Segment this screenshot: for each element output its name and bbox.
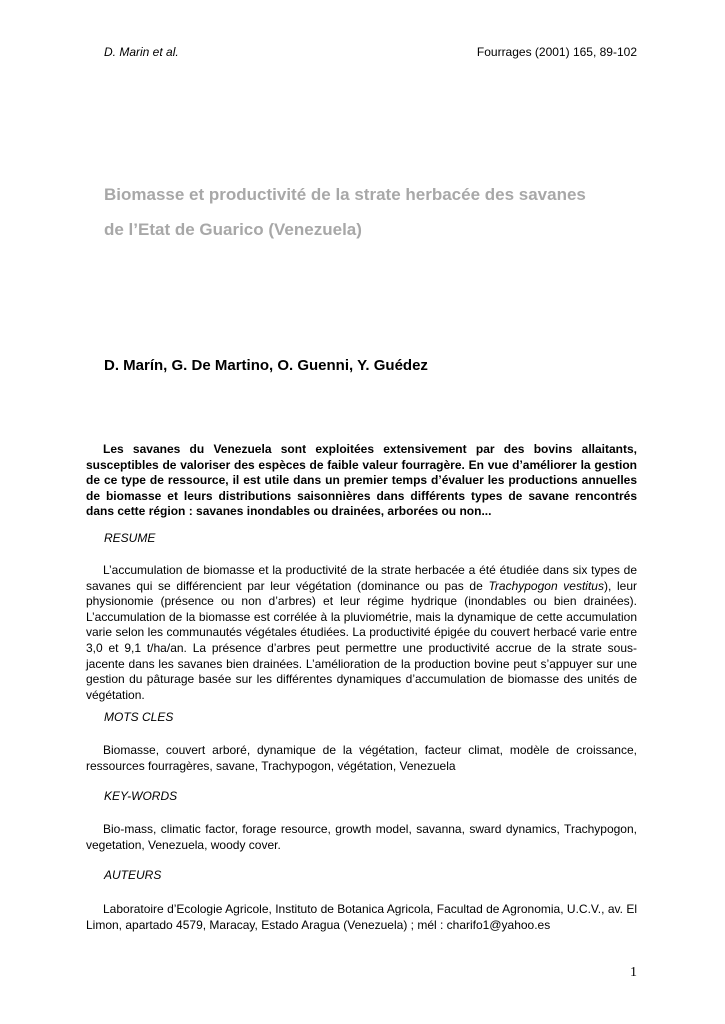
key-words-heading: KEY-WORDS [104,789,178,803]
species-name: Trachypogon vestitus [488,578,604,593]
key-words-paragraph: Bio-mass, climatic factor, forage resource, growth model, savanna, sward dynamics, Trachypogon, vegetation, Venezuela, woody cover. [86,822,637,852]
paper-title-line-1: Biomasse et productivité de la strate herbacée des savanes [104,185,586,204]
paper-title-line-2: de l’Etat de Guarico (Venezuela) [104,220,362,239]
auteurs-paragraph: Laboratoire d’Ecologie Agricole, Instituto de Botanica Agricola, Facultad de Agronomia, U.C.V., av. El Limon, apartado 4579, Maracay, Estado Aragua (Venezuela) ; mél : charifo1@yahoo.es [86,902,637,932]
author-list: D. Marín, G. De Martino, O. Guenni, Y. Guédez [104,357,428,374]
mots-cles-heading: MOTS CLES [104,710,174,724]
auteurs-heading: AUTEURS [104,868,162,882]
mots-cles-paragraph: Biomasse, couvert arboré, dynamique de la végétation, facteur climat, modèle de croissance, ressources fourragères, savane, Trachypogon, végétation, Venezuela [86,743,637,773]
page-number: 1 [630,965,637,980]
resume-heading: RESUME [104,531,156,545]
abstract-summary: Les savanes du Venezuela sont exploitées extensivement par des bovins allaitants, susceptibles de valoriser des espèces de faible valeur fourragère. En vue d’améliorer la gestion de ce type de ressource, il est utile dans un premier temps d’évaluer les productions annuelles de biomasse et leurs distributions saisonnières dans différents types de savane rencontrés dans cette région : savanes inondables ou drainées, arborées ou non... [86,442,637,519]
running-header-citation: Fourrages (2001) 165, 89-102 [476,45,637,59]
running-header-authors: D. Marin et al. [104,45,179,59]
resume-paragraph [86,563,637,703]
resume-text-after: ), leur physionomie (présence ou non d’arbres) et leur régime hydrique (inondables ou bien drainées). L’accumulation de la biomasse est corrélée à la pluviométrie, mais la dynamique de cette accumulation varie selon les communautés végétales étudiées. La productivité épigée du couvert herbacé varie entre 3,0 et 9,1 t/ha/an. La présence d’arbres peut permettre une productivité accrue de la strate sous-jacente dans les savanes bien drainées. L’amélioration de la production bovine peut s’appuyer sur une gestion du pâturage basée sur les différentes dynamiques d’accumulation de biomasse des unités de végétation. [86,578,638,702]
resume-text-before: L’accumulation de biomasse et la productivité de la strate herbacée a été étudiée dans six types de savanes qui se différencient par leur végétation (dominance ou pas de [86,563,637,593]
